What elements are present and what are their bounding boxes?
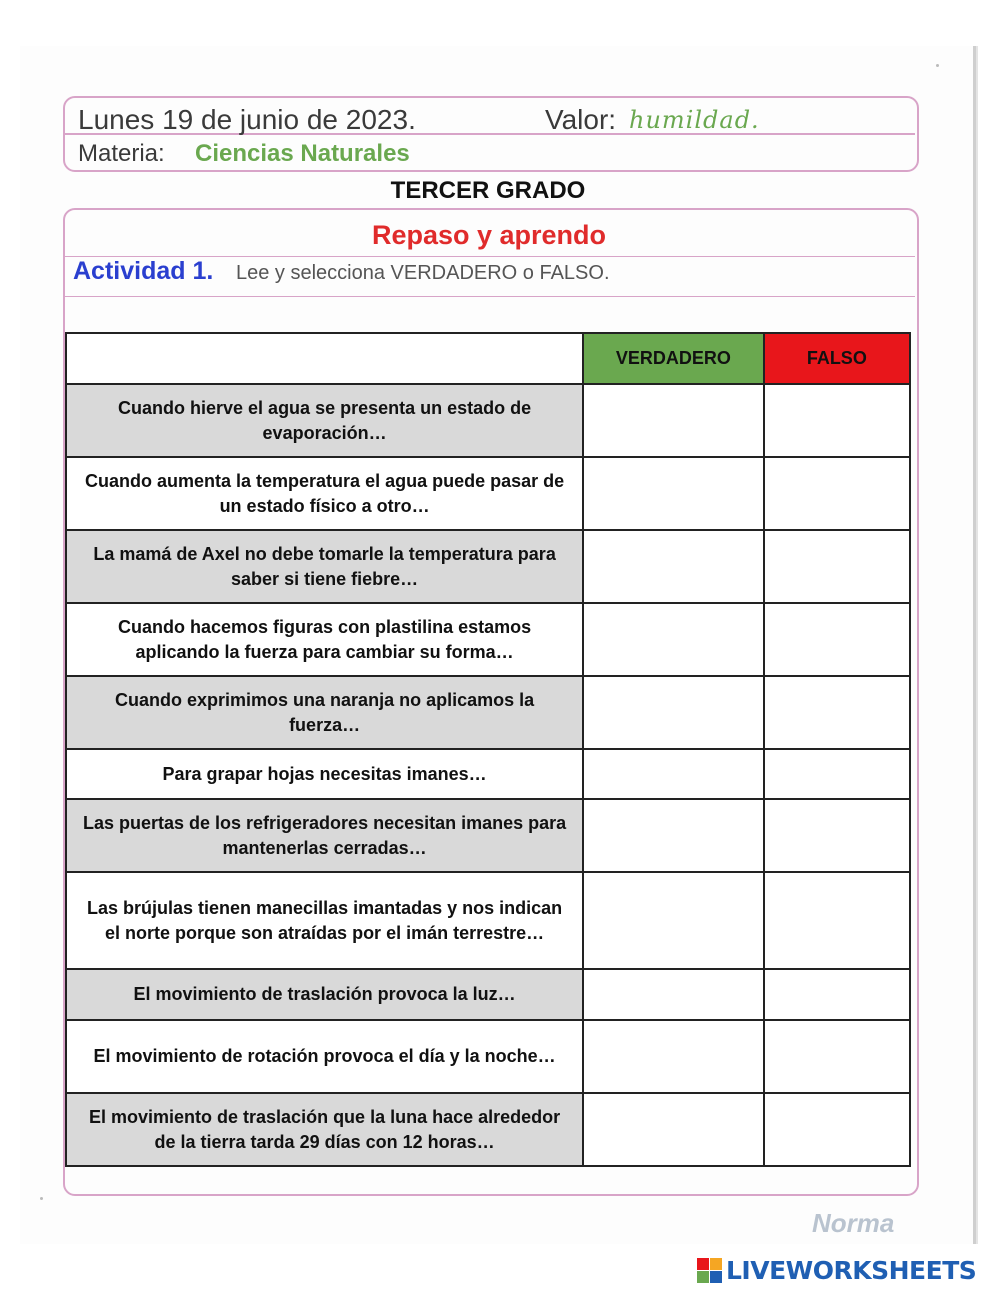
- statement-cell: Cuando aumenta la temperatura el agua puede pasar de un estado físico a otro…: [66, 457, 583, 530]
- table-row: [66, 749, 910, 799]
- answer-true-cell[interactable]: [583, 749, 764, 799]
- table-row: [66, 1093, 910, 1166]
- liveworksheets-logo-icon: [697, 1258, 722, 1283]
- answer-true-cell[interactable]: [583, 676, 764, 749]
- answer-false-cell[interactable]: [764, 384, 910, 457]
- table-row: [66, 872, 910, 969]
- materia-value: Ciencias Naturales: [195, 140, 410, 167]
- header-blank-cell: [66, 333, 583, 384]
- table-row: [66, 384, 910, 457]
- section-title: Repaso y aprendo: [371, 220, 607, 250]
- scan-speck: [40, 1197, 43, 1200]
- answer-true-cell[interactable]: [583, 969, 764, 1020]
- valor-label: Valor:: [545, 104, 617, 135]
- publisher-logo: Norma: [812, 1208, 895, 1238]
- answer-true-cell[interactable]: [583, 799, 764, 872]
- answer-true-cell[interactable]: [583, 457, 764, 530]
- table-header-row: [66, 333, 910, 384]
- true-false-table: [65, 332, 911, 1167]
- statement-cell: La mamá de Axel no debe tomarle la temperatura para saber si tiene fiebre…: [66, 530, 583, 603]
- answer-true-cell[interactable]: [583, 872, 764, 969]
- answer-false-cell[interactable]: [764, 676, 910, 749]
- answer-true-cell[interactable]: [583, 1093, 764, 1166]
- statement-cell: Cuando hacemos figuras con plastilina estamos aplicando la fuerza para cambiar su forma…: [66, 603, 583, 676]
- table-row: [66, 969, 910, 1020]
- answer-true-cell[interactable]: [583, 603, 764, 676]
- answer-true-cell[interactable]: [583, 384, 764, 457]
- answer-false-cell[interactable]: [764, 457, 910, 530]
- statement-cell: El movimiento de traslación que la luna hace alrededor de la tierra tarda 29 días con 12 horas…: [66, 1093, 583, 1166]
- page-edge: [973, 46, 976, 1244]
- statement-cell: El movimiento de traslación provoca la luz…: [66, 969, 583, 1020]
- date-text: Lunes 19 de junio de 2023.: [78, 104, 416, 135]
- table-row: [66, 1020, 910, 1093]
- answer-false-cell[interactable]: [764, 969, 910, 1020]
- valor-value: humildad.: [629, 106, 760, 134]
- statement-cell: Las puertas de los refrigeradores necesitan imanes para mantenerlas cerradas…: [66, 799, 583, 872]
- statement-cell: Cuando exprimimos una naranja no aplicamos la fuerza…: [66, 676, 583, 749]
- statement-cell: Para grapar hojas necesitas imanes…: [66, 749, 583, 799]
- answer-false-cell[interactable]: [764, 749, 910, 799]
- answer-false-cell[interactable]: [764, 1020, 910, 1093]
- activity-label: Actividad 1.: [73, 257, 214, 285]
- scan-speck: [936, 64, 939, 67]
- statement-cell: Las brújulas tienen manecillas imantadas y nos indican el norte porque son atraídas por el imán terrestre…: [66, 872, 583, 969]
- answer-false-cell[interactable]: [764, 872, 910, 969]
- table-row: [66, 603, 910, 676]
- answer-true-cell[interactable]: [583, 530, 764, 603]
- liveworksheets-brand: LIVEWORKSHEETS: [726, 1255, 977, 1285]
- answer-false-cell[interactable]: [764, 603, 910, 676]
- table-row: [66, 676, 910, 749]
- liveworksheets-logo[interactable]: [697, 1254, 976, 1286]
- answer-false-cell[interactable]: [764, 799, 910, 872]
- grade-title: TERCER GRADO: [390, 177, 586, 204]
- table-row: [66, 457, 910, 530]
- column-header-true: VERDADERO: [583, 333, 764, 384]
- column-header-false: FALSO: [764, 333, 910, 384]
- answer-false-cell[interactable]: [764, 530, 910, 603]
- statement-cell: Cuando hierve el agua se presenta un estado de evaporación…: [66, 384, 583, 457]
- answer-true-cell[interactable]: [583, 1020, 764, 1093]
- materia-label: Materia:: [78, 140, 165, 167]
- table-row: [66, 530, 910, 603]
- activity-instruction: Lee y selecciona VERDADERO o FALSO.: [236, 262, 610, 284]
- table-row: [66, 799, 910, 872]
- answer-false-cell[interactable]: [764, 1093, 910, 1166]
- activity-divider: [63, 296, 915, 297]
- statement-cell: El movimiento de rotación provoca el día y la noche…: [66, 1020, 583, 1093]
